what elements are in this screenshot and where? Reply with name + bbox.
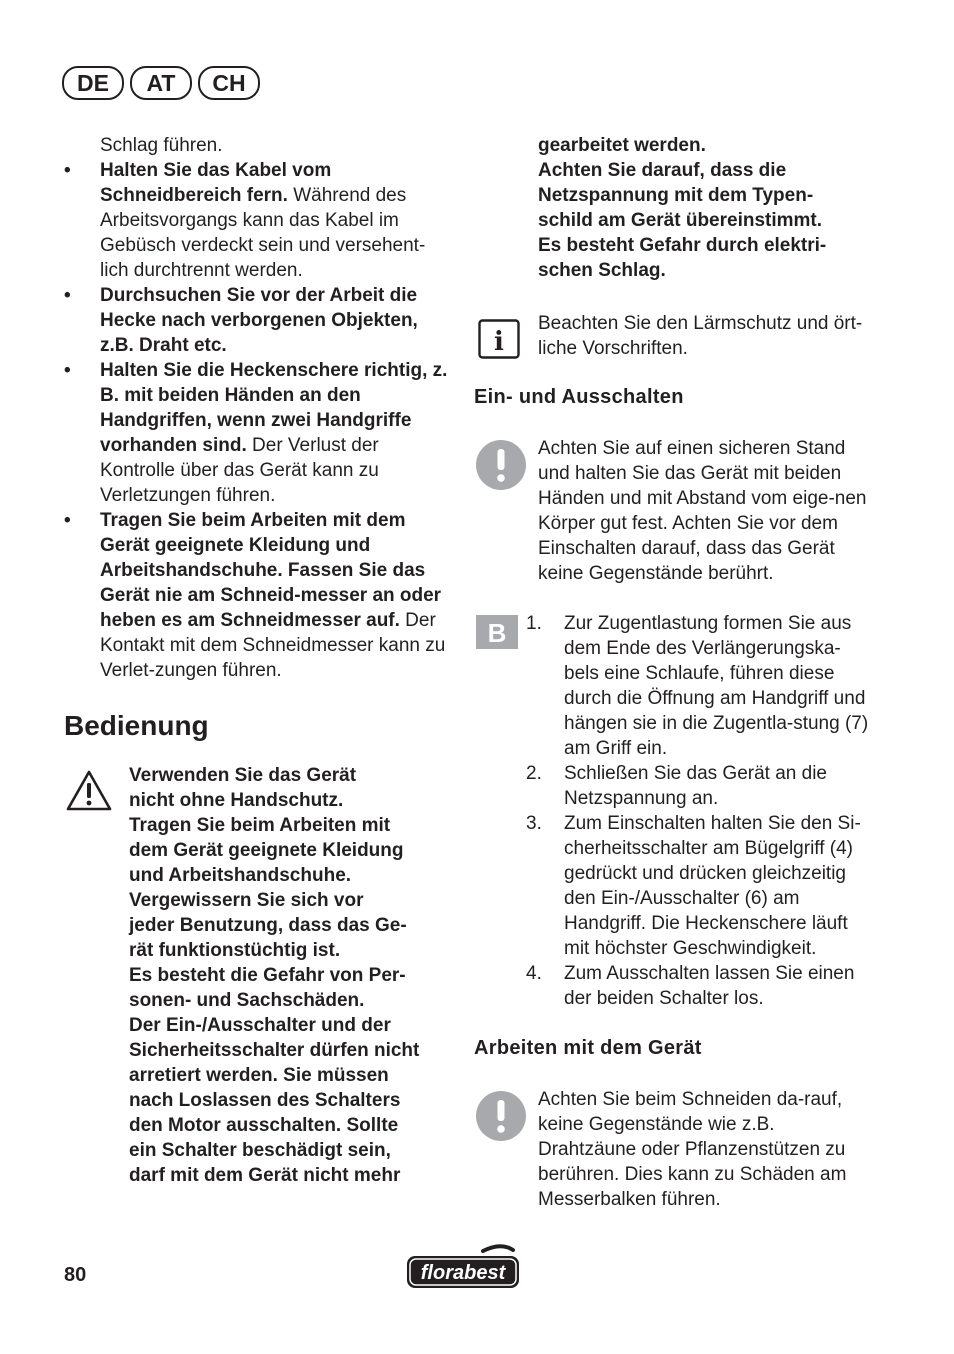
caution-note-1 [474,436,874,586]
safety-bullet-list [64,158,452,683]
warning-line: arretiert werden. Sie müssen [129,1065,389,1086]
bullet-bold: Halten Sie die Heckenschere richtig, z. B. mit beiden Händen an den Handgriffen, wenn zwei Handgriffe vorhanden sind. [100,360,448,456]
warning-line: sonen- und Sachschäden. [129,990,365,1011]
warning-line: Verwenden Sie das Gerät [129,765,357,786]
caution-icon [476,1091,526,1141]
step-number: 2. [526,763,542,784]
logo-text: florabest [420,1262,506,1284]
step-text: Zum Ausschalten lassen Sie einen der beiden Schalter los. [564,963,855,1009]
warning-line: darf mit dem Gerät nicht mehr [129,1165,401,1186]
bullet-bold: Durchsuchen Sie vor der Arbeit die Hecke nach verborgenen Objekten, z.B. Draht etc. [100,285,418,356]
warning-line: und Arbeitshandschuhe. [129,865,352,886]
step-item [474,761,874,811]
badge-at: AT [130,66,192,100]
warning-line: nicht ohne Handschutz. [129,790,344,811]
right-column [474,133,874,1212]
warning-line: ein Schalter beschädigt sein, [129,1140,391,1161]
step-text: Zur Zugentlastung formen Sie aus dem Ende des Verlängerungska-bels eine Schlaufe, führen diese durch die Öffnung am Handgriff und hängen sie in die Zugentla-stung (7) am Griff ein. [564,613,869,759]
info-text: Beachten Sie den Lärmschutz und ört-liche Vorschriften. [538,313,863,359]
figure-b-letter: B [487,618,507,648]
intro-text: Schlag führen. [100,135,223,156]
language-badges [62,66,260,100]
badge-ch: CH [198,66,260,100]
step-item [474,961,874,1011]
section-title-arbeiten: Arbeiten mit dem Gerät [474,1037,702,1059]
bullet-bold: Tragen Sie beim Arbeiten mit dem Gerät geeignete Kleidung und Arbeitshandschuhe. Fassen Sie das Gerät nie am Schneid-messer an oder heben es am Schneidmesser auf. [100,510,442,631]
warning-line: Netzspannung mit dem Typen- [538,185,814,206]
warning-line: Es besteht die Gefahr von Per- [129,965,406,986]
warning-line: Der Ein-/Ausschalter und der [129,1015,391,1036]
info-icon-letter: i [494,327,504,357]
bullet-text: Der Kontakt mit dem Schneidmesser kann zu Verlet-zungen führen. [100,610,446,681]
warning-line: Vergewissern Sie sich vor [129,890,364,911]
warning-text [64,763,452,1188]
warning-line: jeder Benutzung, dass das Ge- [129,915,407,936]
warning-line: Sicherheitsschalter dürfen nicht [129,1040,420,1061]
caution-text-2: Achten Sie beim Schneiden da-rauf, keine Gegenstände wie z.B. Drahtzäune oder Pflanzenstützen zu berühren. Dies kann zu Schäden am Messerbalken führen. [538,1089,847,1210]
step-item [474,611,874,761]
warning-line: gearbeitet werden. [538,135,706,156]
steps-block [474,611,874,1011]
warning-note [64,763,452,1188]
step-number: 1. [526,613,542,634]
warning-line: den Motor ausschalten. Sollte [129,1115,399,1136]
step-text: Schließen Sie das Gerät an die Netzspannung an. [564,763,827,809]
step-item [474,811,874,961]
step-number: 3. [526,813,542,834]
steps-list [474,611,874,1011]
caution-icon [476,440,526,490]
bullet-hold [64,358,452,508]
warning-line: schild am Gerät übereinstimmt. [538,210,823,231]
warning-line: dem Gerät geeignete Kleidung [129,840,404,861]
warning-line: schen Schlag. [538,260,666,281]
warning-line: Tragen Sie beim Arbeiten mit [129,815,391,836]
left-column [64,133,452,1188]
info-note [474,311,874,361]
caution-note-2 [474,1087,874,1212]
warning-continuation [474,133,874,283]
section-title-ein-ausschalten: Ein- und Ausschalten [474,386,684,408]
info-icon [478,319,520,359]
warning-line: Achten Sie darauf, dass die [538,160,787,181]
bullet-text: Der Verlust der Kontrolle über das Gerät kann zu Verletzungen führen. [100,435,379,506]
page-number: 80 [64,1264,87,1286]
caution-text-1: Achten Sie auf einen sicheren Stand und halten Sie das Gerät mit beiden Händen und mit Abstand vom eige-nen Körper gut fest. Achten Sie vor dem Einschalten darauf, dass das Gerät keine Gegenstände berührt. [538,438,867,584]
bullet-text: Während des Arbeitsvorgangs kann das Kabel im Gebüsch verdeckt sein und versehent-lich durchtrennt werden. [100,185,426,281]
badge-de: DE [62,66,124,100]
bullet-clothing [64,508,452,683]
bullet-inspect [64,283,452,358]
step-number: 4. [526,963,542,984]
bullet-cable [64,158,452,283]
warning-line: Es besteht Gefahr durch elektri- [538,235,827,256]
warning-triangle-icon [66,769,112,811]
section-title-bedienung: Bedienung [64,710,209,741]
warning-line: nach Loslassen des Schalters [129,1090,401,1111]
step-text: Zum Einschalten halten Sie den Si-cherheitsschalter am Bügelgriff (4) gedrückt und drücken gleichzeitig den Ein-/Ausschalter (6) am Handgriff. Die Heckenschere läuft mit höchster Geschwindigkeit. [564,813,861,959]
florabest-logo [405,1244,521,1290]
warning-line: rät funktionstüchtig ist. [129,940,341,961]
bullet-bold: Halten Sie das Kabel vom Schneidbereich fern. [100,160,332,206]
